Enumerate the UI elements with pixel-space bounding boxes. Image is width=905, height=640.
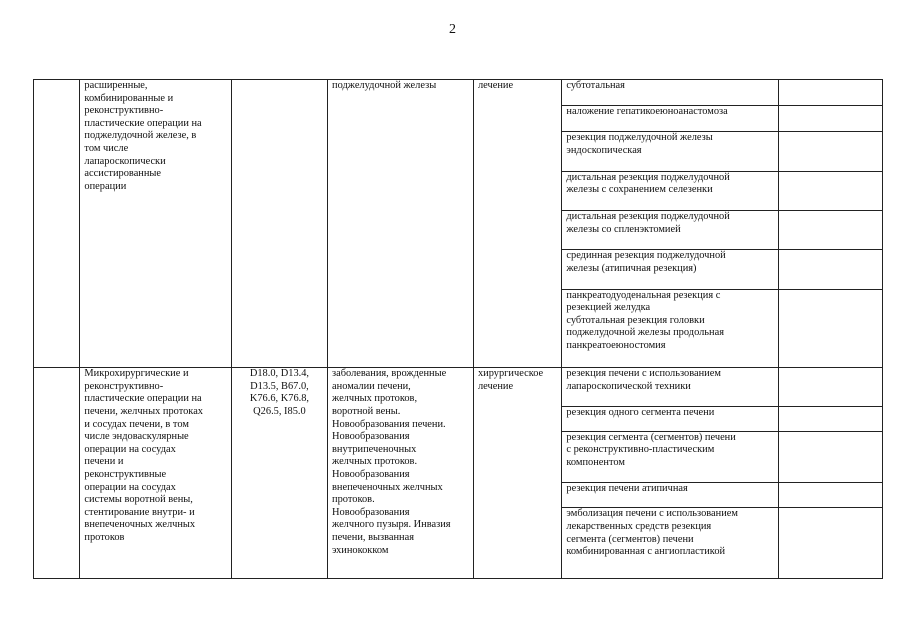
procedure-cell: резекция сегмента (сегментов) печени с реконструктивно-пластическим компонентом	[562, 431, 779, 482]
procedure-cell: резекция поджелудочной железы эндоскопическая	[562, 132, 779, 171]
empty-cell	[779, 368, 883, 406]
procedure-cell: срединная резекция поджелудочной железы (атипичная резекция)	[562, 250, 779, 289]
row-number-cell	[34, 80, 80, 368]
procedure-cell: дистальная резекция поджелудочной железы с сохранением селезенки	[562, 171, 779, 210]
procedure-cell: эмболизация печени с использованием лекарственных средств резекция сегмента (сегментов) печени комбинированная с ангиопластикой	[562, 508, 779, 579]
table-row	[34, 368, 883, 406]
treatment-type-cell: лечение	[473, 80, 561, 368]
empty-cell	[779, 406, 883, 431]
empty-cell	[779, 289, 883, 368]
procedure-cell: наложение гепатикоеюноанастомоза	[562, 106, 779, 132]
diagnosis-codes-cell	[231, 80, 327, 368]
procedure-cell: резекция печени с использованием лапароскопической техники	[562, 368, 779, 406]
procedure-cell: субтотальная	[562, 80, 779, 106]
table-row	[34, 80, 883, 106]
empty-cell	[779, 132, 883, 171]
empty-cell	[779, 80, 883, 106]
empty-cell	[779, 483, 883, 508]
operation-name-cell: Микрохирургические и реконструктивно- пластические операции на печени, желчных протоках и сосудах печени, в том числе эндоваскулярные операции на сосудах печени и реконструктивные операции на сосудах системы воротной вены, стентирование внутри- и внепеченочных желчных протоков	[80, 368, 231, 579]
empty-cell	[779, 250, 883, 289]
diagnosis-cell: поджелудочной железы	[328, 80, 474, 368]
diagnosis-cell: заболевания, врожденные аномалии печени, желчных протоков, воротной вены. Новообразования печени. Новообразования внутрипеченочных желчных протоков. Новообразования внепеченочных желчных протоков. Новообразования желчного пузыря. Инвазия печени, вызванная эхинококком	[328, 368, 474, 579]
procedure-cell: дистальная резекция поджелудочной железы со спленэктомией	[562, 211, 779, 250]
procedure-cell: панкреатодуоденальная резекция с резекцией желудка субтотальная резекция головки поджелудочной железы продольная панкреатоеюностомия	[562, 289, 779, 368]
diagnosis-codes-cell: D18.0, D13.4, D13.5, B67.0, K76.6, K76.8, Q26.5, I85.0	[231, 368, 327, 579]
empty-cell	[779, 508, 883, 579]
row-number-cell	[34, 368, 80, 579]
empty-cell	[779, 431, 883, 482]
empty-cell	[779, 106, 883, 132]
empty-cell	[779, 171, 883, 210]
page-number: 2	[449, 22, 456, 37]
treatment-type-cell: хирургическое лечение	[473, 368, 561, 579]
operation-name-cell: расширенные, комбинированные и реконструктивно- пластические операции на поджелудочной железе, в том числе лапароскопически ассистированные операции	[80, 80, 231, 368]
procedure-cell: резекция печени атипичная	[562, 483, 779, 508]
empty-cell	[779, 211, 883, 250]
procedure-cell: резекция одного сегмента печени	[562, 406, 779, 431]
procedures-table	[33, 79, 883, 579]
